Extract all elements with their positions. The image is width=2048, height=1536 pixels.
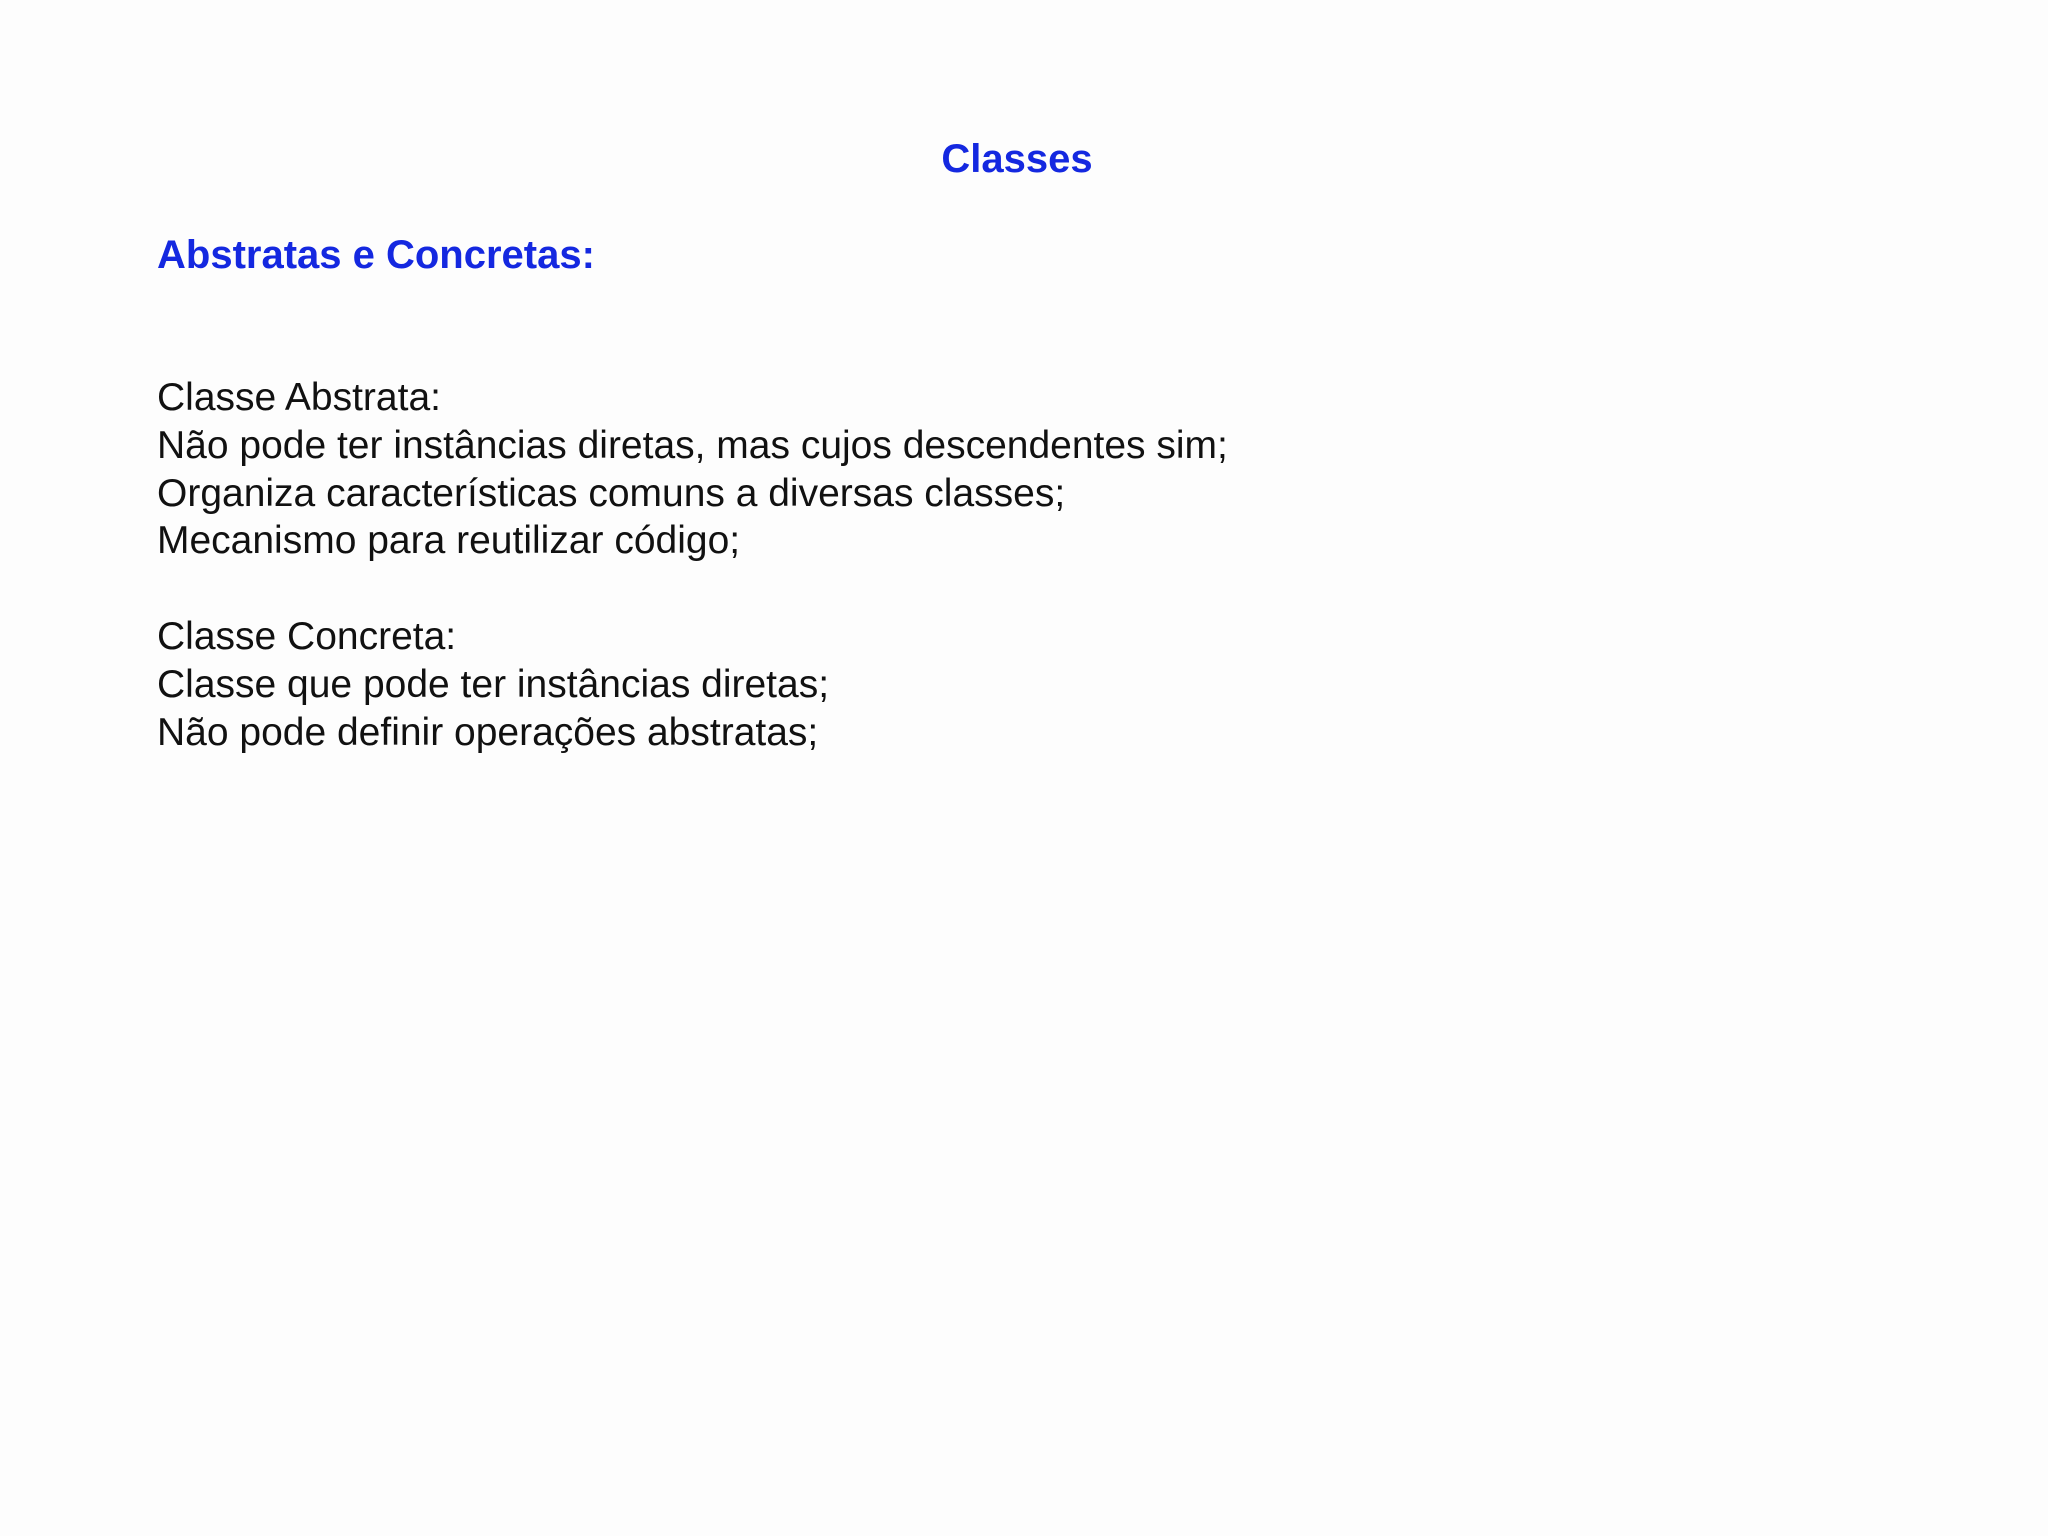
concrete-class-line: Classe que pode ter instâncias diretas;	[157, 662, 830, 706]
abstract-class-line: Não pode ter instâncias diretas, mas cujos descendentes sim;	[157, 423, 1228, 467]
slide-subtitle: Abstratas e Concretas:	[157, 233, 595, 277]
abstract-class-line: Mecanismo para reutilizar código;	[157, 519, 741, 563]
slide-title: Classes	[941, 137, 1093, 181]
concrete-class-section	[157, 613, 829, 756]
abstract-class-line: Organiza características comuns a diversas classes;	[157, 471, 1066, 515]
abstract-class-heading: Classe Abstrata:	[157, 376, 441, 419]
concrete-class-line: Não pode definir operações abstratas;	[157, 710, 819, 754]
concrete-class-heading: Classe Concreta:	[157, 615, 457, 658]
abstract-class-section	[157, 374, 1228, 565]
